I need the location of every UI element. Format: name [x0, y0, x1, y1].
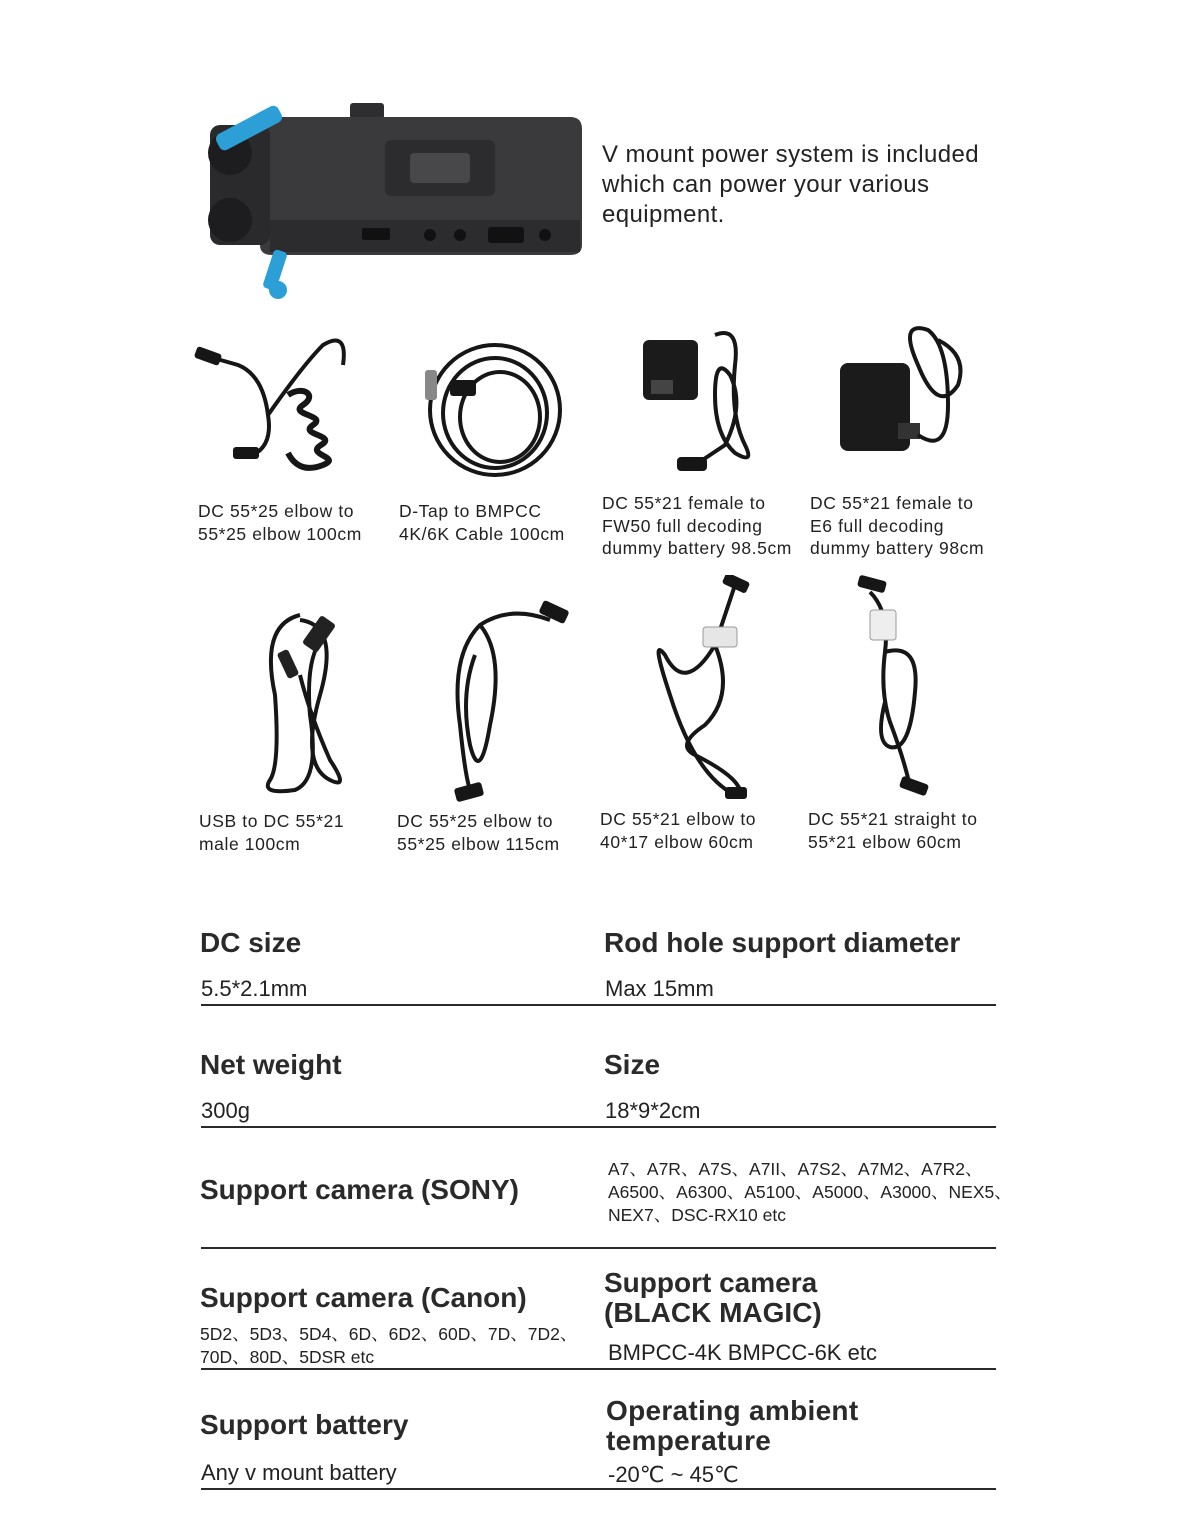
- spec-blackmagic-value: BMPCC-4K BMPCC-6K etc: [608, 1340, 877, 1365]
- spec-battery-value: Any v mount battery: [201, 1460, 397, 1485]
- spec-divider: [201, 1126, 996, 1128]
- accessory-caption-8: DC 55*21 straight to 55*21 elbow 60cm: [808, 809, 978, 852]
- spec-net-weight-value: 300g: [201, 1098, 250, 1123]
- spec-canon-value: 5D2、5D3、5D4、6D、6D2、60D、7D、7D2、70D、80D、5DSR etc: [200, 1324, 578, 1367]
- accessory-caption-5: USB to DC 55*21 male 100cm: [199, 811, 345, 854]
- accessory-caption-7: DC 55*21 elbow to 40*17 elbow 60cm: [600, 809, 757, 852]
- accessory-caption-4: DC 55*21 female to E6 full decoding dummy battery 98cm: [810, 493, 985, 558]
- coiled-dc-cable-icon: [193, 325, 378, 485]
- accessory-caption-2: D-Tap to BMPCC 4K/6K Cable 100cm: [399, 501, 565, 544]
- spec-divider: [201, 1004, 996, 1006]
- spec-net-weight-title: Net weight: [200, 1049, 342, 1080]
- dc-40-17-cable-icon: [625, 575, 810, 735]
- spec-blackmagic-title: Support camera (BLACK MAGIC): [604, 1267, 822, 1328]
- spec-temperature-value: -20℃ ~ 45℃: [608, 1462, 739, 1487]
- accessory-caption-6: DC 55*25 elbow to 55*25 elbow 115cm: [397, 811, 560, 854]
- straight-dc-cable-icon: [830, 572, 1015, 732]
- usb-dc-cable-icon: [210, 595, 395, 755]
- spec-dc-size-value: 5.5*2.1mm: [201, 976, 308, 1001]
- accessory-caption-3: DC 55*21 female to FW50 full decoding dummy battery 98.5cm: [602, 493, 792, 558]
- fw50-dummy-battery-icon: [615, 325, 800, 485]
- spec-canon-title: Support camera (Canon): [200, 1282, 527, 1313]
- spec-divider: [201, 1247, 996, 1249]
- v-mount-plate-icon: [190, 95, 590, 305]
- spec-temperature-title: Operating ambient temperature: [606, 1395, 859, 1456]
- spec-size-value: 18*9*2cm: [605, 1098, 701, 1123]
- spec-divider: [201, 1368, 996, 1370]
- spec-size-title: Size: [604, 1049, 661, 1080]
- spec-rod-hole-value: Max 15mm: [605, 976, 714, 1001]
- hero-description: V mount power system is included which can power your various equipment.: [602, 141, 979, 228]
- accessory-caption-1: DC 55*25 elbow to 55*25 elbow 100cm: [198, 501, 362, 544]
- e6-dummy-battery-icon: [818, 325, 1003, 485]
- spec-dc-size-title: DC size: [200, 927, 302, 958]
- elbow-dc-cable-icon: [410, 595, 595, 755]
- spec-sony-value: A7、A7R、A7S、A7II、A7S2、A7M2、A7R2、A6500、A6300、A5100、A5000、A3000、NEX5、NEX7、DSC-RX10 etc: [608, 1159, 1012, 1225]
- spec-battery-title: Support battery: [200, 1409, 409, 1440]
- spec-divider: [201, 1488, 996, 1490]
- dtap-cable-icon: [405, 325, 590, 485]
- spec-rod-hole-title: Rod hole support diameter: [604, 927, 961, 958]
- spec-sony-title: Support camera (SONY): [200, 1174, 519, 1205]
